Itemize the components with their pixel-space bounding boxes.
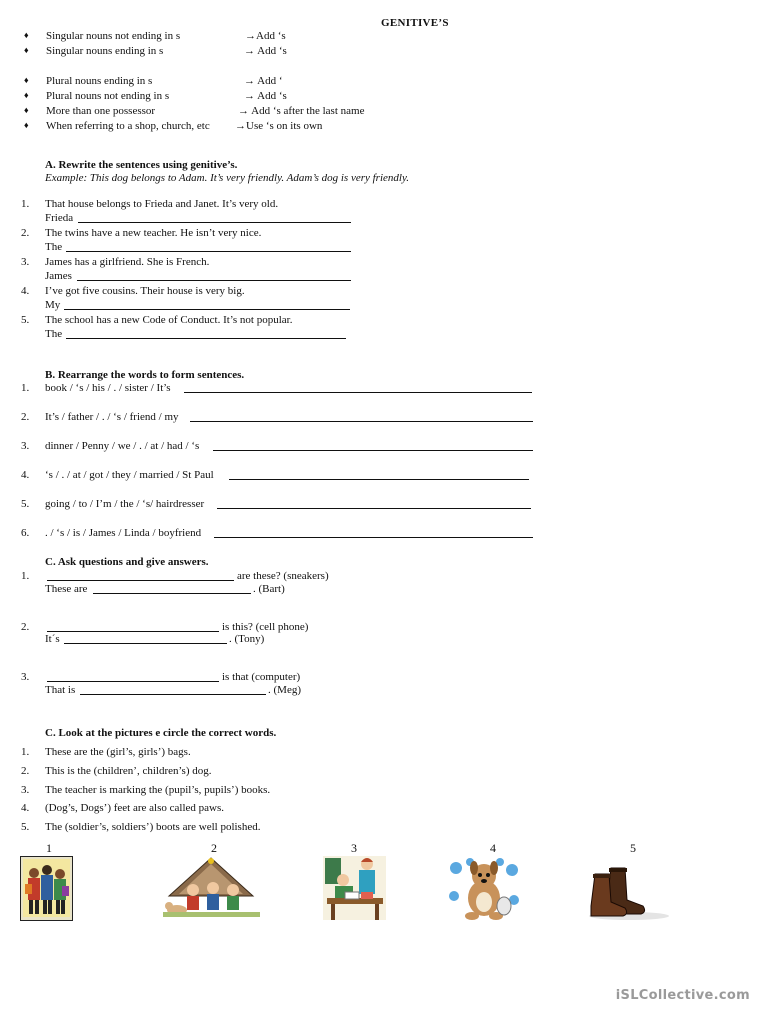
item-number: 3. — [21, 784, 30, 796]
answer-line[interactable] — [64, 633, 227, 644]
item-number: 4. — [21, 469, 30, 481]
item-sentence: The twins have a new teacher. He isn’t very nice. — [45, 227, 262, 239]
item-number: 3. — [21, 256, 30, 268]
picture-label: 1 — [46, 841, 52, 855]
answer-tail: . (Meg) — [268, 684, 301, 696]
item-number: 4. — [21, 285, 30, 297]
item-number: 1. — [21, 570, 30, 582]
picture-label: 4 — [490, 841, 496, 855]
dog-paws-icon — [446, 856, 522, 922]
item-words: It’s / father / . / ‘s / friend / my — [45, 411, 179, 423]
item-start-word: The — [45, 241, 63, 253]
rule-text: More than one possessor — [46, 105, 156, 117]
diamond-bullet-icon: ♦ — [24, 120, 29, 130]
item-number: 4. — [21, 802, 30, 814]
question-tail: are these? (sneakers) — [237, 570, 329, 582]
item-text: The teacher is marking the (pupil’s, pupils’) books. — [45, 784, 271, 796]
answer-tail: . (Bart) — [253, 583, 285, 595]
item-words: dinner / Penny / we / . / at / had / ‘s — [45, 440, 200, 452]
answer-line[interactable] — [214, 527, 533, 538]
answer-start: That is — [45, 684, 76, 696]
rule-text: Singular nouns ending in s — [46, 45, 164, 57]
item-number: 1. — [21, 382, 30, 394]
answer-start: These are — [45, 583, 88, 595]
answer-line[interactable] — [190, 411, 533, 422]
item-number: 2. — [21, 411, 30, 423]
rule-row — [24, 45, 544, 60]
picture-label: 5 — [630, 841, 636, 855]
rule-text: When referring to a shop, church, etc — [46, 120, 210, 132]
answer-line[interactable] — [66, 328, 346, 339]
answer-line[interactable] — [93, 583, 251, 594]
item-words: going / to / I’m / the / ‘s/ hairdresser — [45, 498, 205, 510]
item-number: 1. — [21, 198, 30, 210]
item-number: 2. — [21, 621, 30, 633]
rule-result: → Add ‘s after the last name — [238, 105, 365, 117]
answer-line[interactable] — [184, 382, 532, 393]
rule-text: Singular nouns not ending in s — [46, 30, 181, 42]
answer-line[interactable] — [78, 212, 351, 223]
boots-icon — [585, 862, 671, 922]
question-line[interactable] — [47, 671, 219, 682]
item-number: 3. — [21, 440, 30, 452]
girls-with-bags-icon — [20, 856, 73, 921]
rule-result: → Add ‘s — [244, 45, 287, 57]
item-text: These are the (girl’s, girls’) bags. — [45, 746, 191, 758]
question-line[interactable] — [47, 570, 234, 581]
section-a-example: Example: This dog belongs to Adam. It’s very friendly. Adam’s dog is very friendly. — [45, 172, 409, 184]
children-with-dog-icon — [163, 856, 260, 920]
diamond-bullet-icon: ♦ — [24, 30, 29, 40]
item-start-word: James — [45, 270, 72, 282]
item-number: 5. — [21, 314, 30, 326]
question-tail: is this? (cell phone) — [222, 621, 309, 633]
page-title: GENITIVE’S — [381, 17, 449, 29]
answer-line[interactable] — [66, 241, 351, 252]
rule-row — [24, 75, 544, 90]
watermark-logo: iSLCollective.com — [615, 988, 750, 1004]
item-sentence: The school has a new Code of Conduct. It’s not popular. — [45, 314, 293, 326]
diamond-bullet-icon: ♦ — [24, 90, 29, 100]
section-c-heading: C. Ask questions and give answers. — [45, 556, 209, 568]
item-words: book / ‘s / his / . / sister / It’s — [45, 382, 171, 394]
question-tail: is that (computer) — [222, 671, 301, 683]
item-sentence: I’ve got five cousins. Their house is very big. — [45, 285, 245, 297]
item-number: 3. — [21, 671, 30, 683]
rule-result: → Add ‘ — [244, 75, 283, 87]
picture-label: 2 — [211, 841, 217, 855]
item-start-word: Frieda — [45, 212, 74, 224]
answer-start: It´s — [45, 633, 60, 645]
section-b-heading: B. Rearrange the words to form sentences. — [45, 369, 245, 381]
answer-line[interactable] — [217, 498, 531, 509]
section-a-heading: A. Rewrite the sentences using genitive’s. — [45, 159, 238, 171]
item-text: This is the (children’, children’s) dog. — [45, 765, 212, 777]
answer-line[interactable] — [213, 440, 533, 451]
item-number: 5. — [21, 498, 30, 510]
picture-label: 3 — [351, 841, 357, 855]
rule-result: → Add ‘s — [244, 90, 287, 102]
answer-line[interactable] — [77, 270, 351, 281]
item-words: . / ‘s / is / James / Linda / boyfriend — [45, 527, 202, 539]
answer-line[interactable] — [229, 469, 529, 480]
rule-row — [24, 105, 544, 120]
rule-row — [24, 90, 544, 105]
item-sentence: James has a girlfriend. She is French. — [45, 256, 210, 268]
answer-line[interactable] — [80, 684, 266, 695]
rule-row — [24, 120, 544, 135]
diamond-bullet-icon: ♦ — [24, 45, 29, 55]
question-line[interactable] — [47, 621, 219, 632]
item-number: 2. — [21, 227, 30, 239]
rule-row — [24, 30, 544, 45]
item-number: 5. — [21, 821, 30, 833]
answer-line[interactable] — [64, 299, 350, 310]
item-number: 1. — [21, 746, 30, 758]
rule-text: Plural nouns ending in s — [46, 75, 153, 87]
item-number: 2. — [21, 765, 30, 777]
item-start-word: My — [45, 299, 61, 311]
item-text: (Dog’s, Dogs’) feet are also called paws. — [45, 802, 224, 814]
diamond-bullet-icon: ♦ — [24, 75, 29, 85]
answer-tail: . (Tony) — [229, 633, 265, 645]
teacher-marking-books-icon — [323, 856, 386, 920]
rule-result: →Use ‘s on its own — [235, 120, 323, 132]
rule-result: →Add ‘s — [245, 30, 286, 42]
item-words: ‘s / . / at / got / they / married / St Paul — [45, 469, 214, 481]
section-d-heading: C. Look at the pictures e circle the correct words. — [45, 727, 277, 739]
item-number: 6. — [21, 527, 30, 539]
rule-text: Plural nouns not ending in s — [46, 90, 170, 102]
item-start-word: The — [45, 328, 63, 340]
item-text: The (soldier’s, soldiers’) boots are well polished. — [45, 821, 261, 833]
item-sentence: That house belongs to Frieda and Janet. It’s very old. — [45, 198, 279, 210]
diamond-bullet-icon: ♦ — [24, 105, 29, 115]
